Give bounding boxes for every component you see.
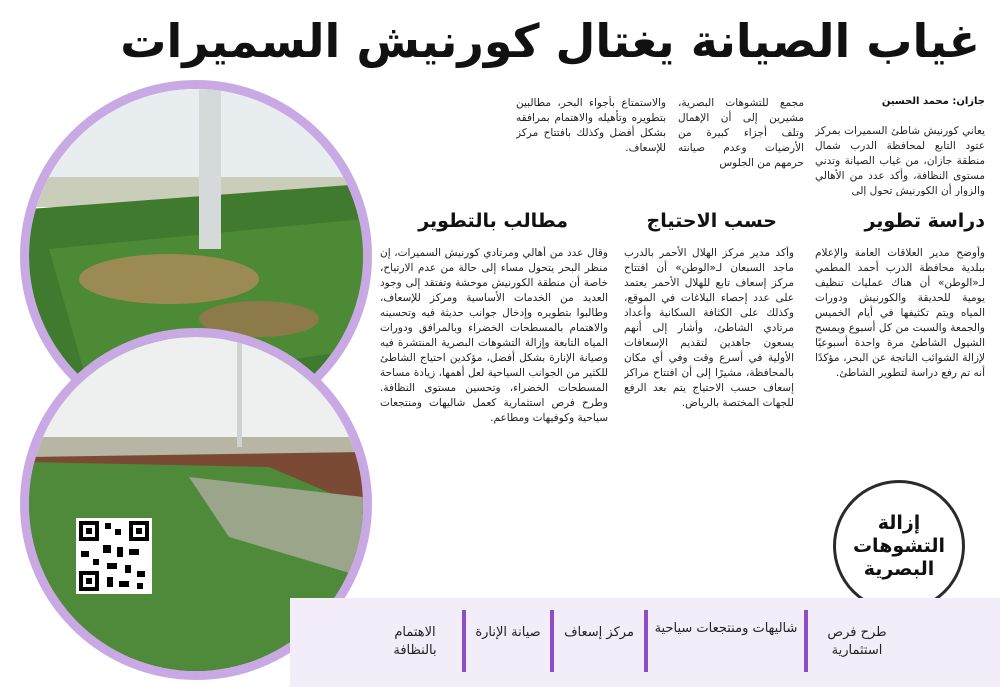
badge-line-3: البصرية [863,557,935,580]
section-title-demands: مطالب بالتطوير [418,210,568,232]
section-body-demands: وقال عدد من أهالي ومرتادي كورنيش السميرات، إن منظر البحر يتحول مساء إلى حالة من عدم الارتياح، خاصة أن منطقة الكورنيش موحشة وتفتقد إلى وجود العديد من الخدمات الأساسية ومركز للإسعاف، وطالبوا بتطويره وإدخال جوانب حديثة فيه وتحسينه والاهتمام بالمسطحات الخضراء وبالمرافق ودورات المياه التابعة وإزالة التشوهات البصرية المنتشرة فيه وصيانة الإنارة بشكل أفضل، مؤكدين احتياج الشاطئ للكثير من الجوانب السياحية لعل أهمها، زيادة مساحة المسطحات الخضراء، وتحسين مستوى النظافة. وطرح فرص استثمارية كعمل شاليهات ومنتجعات سياحية وكوفيهات ومطاعم. [380,247,608,424]
section-title-as-needed: حسب الاحتياج [646,210,777,232]
badge-remove-visual-distortions [833,480,965,612]
divider-1 [804,610,808,672]
section-body-development-study: وأوضح مدير العلاقات العامة والإعلام ببلدية محافظة الدرب أحمد المطمي لـ«الوطن» أن هناك عمليات تنظيف يومية للحديقة والكورنيش ودورات المياه ويتم تكثيفها في أيام الخميس والجمعة والسبت من كل أسبوع ويمسح الشيول الشاطئ مرة واحدة أسبوعيًا لإزالة الشوائب الناتجة عن البحر، مؤكدًا أنه تم رفع دراسة لتطوير الشاطئ. [815,247,985,379]
intro-column-2: مجمع للتشوهات البصرية، مشيرين إلى أن الإهمال وتلف أجزاء كبيرة من الأرضيات وعدم صيانته حرمهم من الجلوس [678,97,804,169]
divider-4 [462,610,466,672]
divider-3 [550,610,554,672]
qr-code[interactable] [76,518,152,594]
intro-column-1: يعاني كورنيش شاطئ السميرات بمركز عتود التابع لمحافظة الدرب شمال منطقة جازان، من غياب الصيانة وتدني مستوى النظافة، وأكد عدد من الأهالي والزوار أن الكورنيش تحول إلى [815,125,985,196]
divider-2 [644,610,648,672]
section-title-development-study: دراسة تطوير [864,210,985,232]
summary-item-ambulance: مركز إسعاف [564,625,634,640]
qr-code-icon [79,521,149,591]
section-body-as-needed: وأكد مدير مركز الهلال الأحمر بالدرب ماجد السبعان لـ«الوطن» أن افتتاح مركز إسعاف تابع للهلال الأحمر يعتمد على عدد إحصاء البلاغات في الموقع، وكذلك على الكثافة السكانية وأعداد مرتادي الشاطئ، وأشار إلى أنهم يسعون جاهدين لتقديم الإسعافات الأولية في أسرع وقت وفي أي مكان بالمحافظة، مشيرًا إلى أن افتتاح مراكز إسعاف حسب الاحتياج يتم بعد الرفع للجهات المختصة بالرياض. [624,247,794,409]
intro-column-3: والاستمتاع بأجواء البحر، مطالبين بتطويره وتأهيله والاهتمام بمرافقه بشكل أفضل وكذلك بافتتاح مركز للإسعاف. [516,97,666,154]
summary-item-investment: طرح فرص استثمارية [827,625,887,658]
badge-line-2: التشوهات [852,534,946,557]
badge-line-1: إزالة [877,511,921,534]
byline: جازان: محمد الحسين [881,96,985,107]
headline: غياب الصيانة يغتال كورنيش السميرات [120,14,980,68]
summary-item-lighting: صيانة الإنارة [475,625,541,640]
summary-item-cleanliness: الاهتمام بالنظافة [393,625,437,658]
summary-item-chalets: شاليهات ومنتجعات سياحية [654,621,798,636]
